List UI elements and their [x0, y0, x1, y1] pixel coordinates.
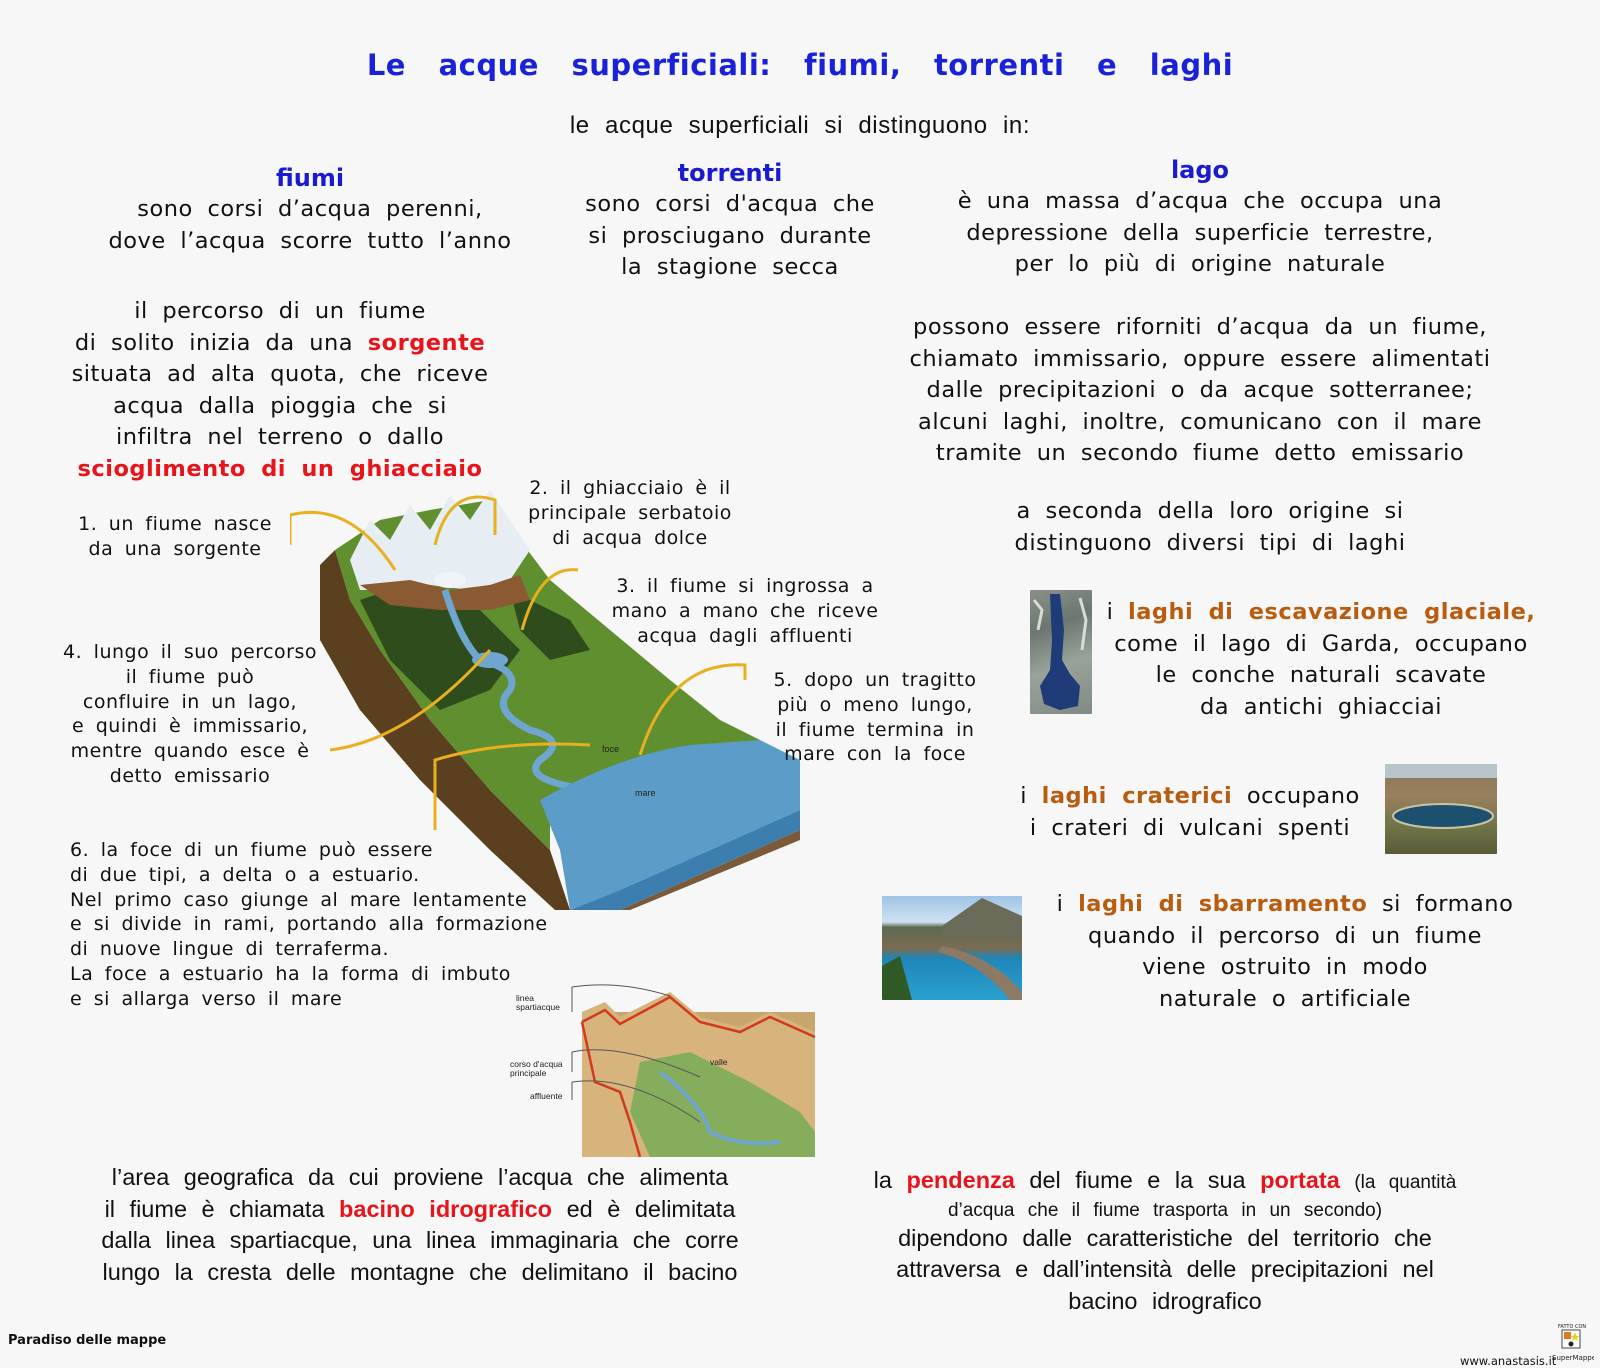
step-text: il fiume si ingrossa a: [647, 575, 874, 597]
step-text: un fiume nasce: [108, 513, 272, 535]
label-valle: valle: [710, 1057, 728, 1067]
fiumi-def-line: dove l’acqua scorre tutto l’anno: [108, 227, 512, 254]
bacino-text-part: ed è delimitata: [566, 1195, 736, 1222]
dam-suffix: si formano: [1381, 891, 1514, 917]
ghiacciaio-highlight: scioglimento di un ghiacciaio: [77, 455, 483, 482]
glacial-line: come il lago di Garda, occupano: [1114, 630, 1528, 657]
bacino-line: l’area geografica da cui proviene l’acqua che alimenta: [111, 1164, 729, 1190]
step-3-line: acqua dagli affluenti: [637, 624, 853, 647]
lago-section: [900, 156, 1500, 281]
step-4-line: e quindi è immissario,: [71, 715, 309, 738]
lake-type-glacial: [1086, 597, 1556, 723]
alimentazione-line: possono essere riforniti d’acqua da un fiume,: [913, 314, 1487, 340]
lago-heading: lago: [1170, 156, 1230, 184]
step-text: dopo un tragitto: [804, 669, 977, 691]
step-4-line: detto emissario: [109, 764, 271, 787]
bacino-text: [40, 1162, 800, 1288]
step-3: [600, 574, 890, 648]
alimentazione-line: dalle precipitazioni o da acque sotterranee;: [926, 377, 1474, 403]
step-2-line: principale serbatoio: [528, 501, 732, 524]
percorso-text-part: di solito inizia da una: [74, 329, 354, 356]
label-affluente: affluente: [530, 1091, 563, 1101]
step-6-line: Nel primo caso giunge al mare lentamente: [70, 888, 528, 911]
crater-line: i crateri di vulcani spenti: [1029, 814, 1351, 841]
pendenza-paren: d’acqua che il fiume trasporta in un secondo): [947, 1199, 1383, 1221]
step-1-line: [60, 512, 290, 537]
dam-lake-icon: [882, 896, 1022, 1000]
alimentazione-line: tramite un secondo fiume detto emissario: [935, 440, 1465, 466]
badge-bottom-text: SuperMappe: [1552, 1354, 1594, 1362]
step-6-line: [70, 838, 590, 863]
torrenti-definition: [560, 189, 900, 284]
torrenti-def-line: la stagione secca: [621, 254, 839, 280]
pendenza-highlight: pendenza: [906, 1167, 1015, 1193]
alimentazione-line: chiamato immissario, oppure essere alimentati: [909, 345, 1491, 372]
step-number: 2.: [529, 477, 549, 499]
step-6-line: di nuove lingue di terraferma.: [70, 938, 389, 961]
bacino-line: [40, 1194, 800, 1226]
label-spartiacque: linea spartiacque: [516, 993, 560, 1012]
step-1-line: da una sorgente: [88, 537, 262, 560]
step-number: 6.: [70, 839, 90, 861]
percorso-line: situata ad alta quota, che riceve: [71, 361, 489, 387]
pendenza-line: bacino idrografico: [1068, 1287, 1262, 1314]
pendenza-text: [815, 1165, 1515, 1317]
step-4-line: mentre quando esce è: [70, 740, 310, 763]
pendenza-line: attraversa e dall’intensità delle precipitazioni nel: [896, 1256, 1434, 1282]
satellite-lake-garda-image: [1030, 590, 1092, 714]
bacino-line: dalla linea spartiacque, una linea immaginaria che corre: [101, 1227, 739, 1253]
pendenza-line: dipendono dalle caratteristiche del territorio che: [898, 1224, 1432, 1251]
fiumi-def-line: sono corsi d’acqua perenni,: [137, 196, 483, 222]
pendenza-text-part: la: [873, 1167, 892, 1193]
lago-def-line: è una massa d’acqua che occupa una: [957, 188, 1443, 214]
step-3-line: [600, 574, 890, 599]
percorso-text: [50, 296, 510, 485]
footer-brand: Paradiso delle mappe: [8, 1333, 167, 1348]
torrenti-def-line: sono corsi d'acqua che: [585, 191, 875, 217]
crater-highlight: laghi craterici: [1041, 783, 1233, 809]
pendenza-text-part: del fiume e la sua: [1029, 1167, 1246, 1193]
fiumi-section: [90, 164, 530, 257]
badge-top-text: FATTO CON: [1558, 1324, 1587, 1330]
step-4: [50, 640, 330, 789]
basin-diagram: [510, 982, 815, 1157]
step-number: 1.: [78, 513, 98, 535]
lake-type-crater: [1000, 781, 1380, 844]
torrenti-section: [560, 159, 900, 284]
step-2-line: [515, 476, 745, 501]
lago-definition: [900, 186, 1500, 281]
percorso-line: acqua dalla pioggia che si: [113, 392, 447, 419]
lake-type-prefix: i: [1106, 599, 1114, 625]
glacial-line: le conche naturali scavate: [1155, 662, 1487, 688]
step-4-line: [50, 640, 330, 665]
bacino-highlight: bacino idrografico: [339, 1195, 553, 1222]
mare-label: mare: [635, 788, 656, 798]
glacial-line: da antichi ghiacciai: [1200, 693, 1442, 720]
footer-url[interactable]: www.anastasis.it: [1460, 1354, 1557, 1368]
step-text: la foce di un fiume può essere: [100, 839, 433, 861]
step-number: 5.: [773, 669, 793, 691]
lago-def-line: depressione della superficie terrestre,: [966, 219, 1434, 246]
step-text: il ghiacciaio è il: [560, 477, 731, 499]
fiumi-heading: fiumi: [275, 164, 345, 192]
step-4-line: confluire in un lago,: [82, 690, 298, 713]
step-5-line: il fiume termina in: [775, 718, 975, 741]
label-corso-acqua: corso d'acqua principale: [510, 1059, 563, 1078]
crater-lake-image: [1385, 764, 1497, 854]
step-number: 3.: [616, 575, 636, 597]
lake-shape-icon: [1030, 590, 1092, 714]
step-5-line: mare con la foce: [784, 743, 966, 766]
crater-title-line: [1000, 781, 1380, 813]
step-6-line: e si divide in rami, portando alla formazione: [70, 913, 548, 936]
step-number: 4.: [62, 641, 83, 663]
dam-line: viene ostruito in modo: [1142, 954, 1428, 980]
step-4-line: il fiume può: [125, 665, 255, 688]
bacino-line: lungo la cresta delle montagne che delimitano il bacino: [102, 1258, 738, 1285]
glacial-highlight: laghi di escavazione glaciale,: [1128, 599, 1536, 625]
page-title: Le acque superficiali: fiumi, torrenti e laghi: [366, 48, 1234, 82]
step-2: [515, 476, 745, 550]
crater-lake-icon: [1385, 764, 1497, 854]
supermappe-badge: [1548, 1320, 1594, 1364]
subtitle: le acque superficiali si distinguono in:: [569, 112, 1031, 139]
pendenza-line: [815, 1165, 1515, 1199]
step-6-line: di due tipi, a delta o a estuario.: [70, 863, 420, 886]
lake-type-prefix: i: [1020, 783, 1027, 809]
dam-title-line: [1020, 889, 1550, 921]
percorso-line: infiltra nel terreno o dallo: [115, 424, 444, 450]
foce-label: foce: [602, 744, 620, 754]
glacial-title-line: [1086, 597, 1556, 629]
step-text: lungo il suo percorso: [93, 641, 318, 663]
dam-line: quando il percorso di un fiume: [1088, 922, 1482, 949]
percorso-line: [50, 328, 510, 360]
percorso-line: il percorso di un fiume: [134, 298, 426, 324]
alimentazione-line: alcuni laghi, inoltre, comunicano con il mare: [918, 408, 1482, 435]
dam-lake-image: [882, 896, 1022, 1000]
step-2-line: di acqua dolce: [552, 526, 708, 549]
step-3-line: mano a mano che riceve: [611, 599, 879, 622]
step-1: [60, 512, 290, 562]
lake-type-dam: [1020, 889, 1550, 1015]
portata-highlight: portata: [1260, 1167, 1340, 1193]
crater-suffix: occupano: [1246, 783, 1360, 809]
supermappe-logo-icon: [1548, 1320, 1594, 1364]
sorgente-highlight: sorgente: [367, 329, 486, 356]
dam-highlight: laghi di sbarramento: [1078, 891, 1368, 917]
lake-type-prefix: i: [1056, 891, 1064, 917]
step-5: [760, 668, 990, 767]
step-5-line: più o meno lungo,: [777, 693, 973, 716]
bacino-text-part: il fiume è chiamata: [104, 1195, 325, 1222]
lago-def-line: per lo più di origine naturale: [1014, 251, 1386, 277]
origine-line: distinguono diversi tipi di laghi: [1014, 529, 1406, 556]
dam-line: naturale o artificiale: [1158, 985, 1412, 1012]
step-6-line: e si allarga verso il mare: [70, 987, 343, 1010]
torrenti-heading: torrenti: [677, 159, 783, 187]
origine-line: a seconda della loro origine si: [1016, 498, 1404, 524]
step-6-line: La foce a estuario ha la forma di imbuto: [70, 962, 511, 985]
fiumi-definition: [90, 194, 530, 257]
lago-alimentazione: [880, 312, 1520, 470]
lago-origine: [980, 496, 1440, 559]
torrenti-def-line: si prosciugano durante: [588, 222, 872, 249]
pendenza-paren: (la quantità: [1354, 1172, 1457, 1193]
step-5-line: [760, 668, 990, 693]
